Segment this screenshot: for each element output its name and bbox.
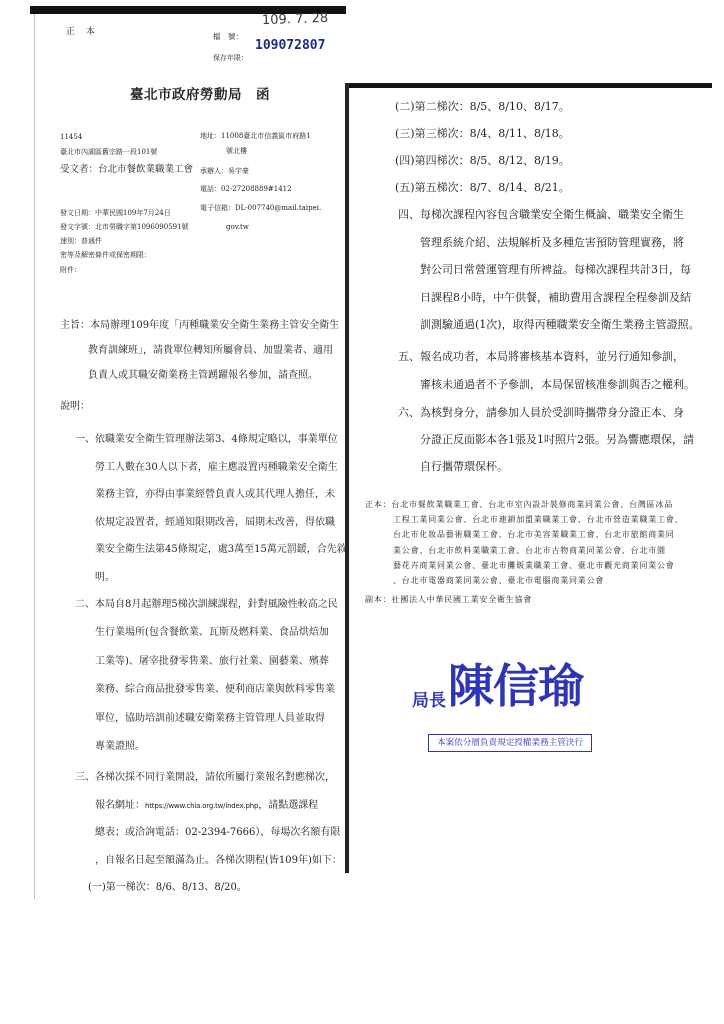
item-line: 自行攜帶環保杯。	[420, 460, 508, 473]
sender-phone: 電話：02-27208889#1412	[200, 185, 292, 193]
seal-name: 陳信瑜	[448, 659, 583, 713]
item-line: ，自報名日起至額滿為止。各梯次期程(皆109年)如下：	[95, 854, 342, 866]
distribution-line: 藝花卉商業同業公會、臺北市攤販業職業工會、臺北市觀光商業同業公會	[393, 560, 675, 570]
sender-address-line: 號北樓	[226, 147, 247, 155]
distribution-line: 工程工業同業公會、台北市連鎖加盟業職業工會、台北市營造業職業工會、	[393, 515, 684, 525]
registration-suffix: ，請點選課程	[258, 799, 319, 811]
item-line: 三、各梯次採不同行業開設，請依所屬行業報名對應梯次，	[75, 772, 335, 783]
scan-edge-left	[34, 14, 35, 899]
subject-line: 負責人或其職安衛業務主管踴躍報名參加，請查照。	[88, 370, 318, 381]
item-line: 二、本局自8月起辦理5梯次訓練課程，針對風險性較高之民	[75, 599, 338, 610]
sender-email-line: 電子信箱：DL-007740@mail.taipei.	[200, 204, 322, 212]
item-line: 業務主管，亦得由事業經營負責人或其代理人擔任，未	[95, 489, 335, 501]
recipient-name: 受文者：台北市餐飲業職業工會	[60, 164, 194, 175]
recipient-zip: 11454	[60, 133, 83, 141]
explanation-item-5	[398, 343, 695, 399]
seal-authorization-note: 本案依分層負責規定授權業務主管決行	[428, 734, 592, 752]
subject-line: 主旨：本局辦理109年度「丙種職業安全衛生業務主管安全衛生	[60, 320, 340, 331]
distribution-line: 、台北市電器商業同業公會、臺北市電腦商業同業公會	[393, 575, 605, 585]
item-line: 依規定設置者，經通知限期改善，屆期未改善，得依職	[95, 516, 335, 528]
sender-address-line: 地址：11008臺北市信義區市府路1	[200, 132, 311, 140]
item-line: 管理系統介紹、法規解析及多種危害預防管理實務，將	[420, 235, 684, 249]
schedule-item: (二)第二梯次：8/5、8/10、8/17。	[395, 100, 570, 113]
received-number-stamp: 109072807	[255, 38, 326, 53]
distribution-line: 正本：台北市餐飲業職業工會、台北市室內設計裝修商業同業公會、台灣區冰品	[365, 500, 673, 509]
item-line: 五、報名成功者，本局將審核基本資料，並另行通知參訓，	[398, 350, 684, 363]
sender-email-line: gov.tw	[226, 223, 249, 231]
item-line: 審核未通過者不予參訓，本局保留核准參訓與否之權利。	[420, 378, 695, 391]
schedule-item: (三)第三梯次：8/4、8/11、8/18。	[395, 127, 570, 140]
registration-prefix: 報名網址：	[95, 799, 145, 811]
explanation-item-3	[75, 764, 342, 902]
schedule-list	[395, 93, 570, 201]
explanation-item-4	[398, 201, 700, 339]
retention-period-label: 保存年限：	[213, 54, 248, 62]
subject-section	[60, 313, 339, 388]
document-title: 臺北市政府勞動局 函	[130, 87, 270, 103]
item-line: 勞工人數在30人以下者，雇主應設置丙種職業安全衛生	[95, 461, 338, 473]
explanation-item-1	[75, 426, 347, 592]
delivery-speed: 速別：普通件	[60, 237, 102, 245]
issue-number: 發文字號：北市勞職字第1096090591號	[60, 223, 189, 231]
item-line: 訓測驗通過(1次)，取得丙種職業安全衛生業務主管證照。	[420, 318, 700, 331]
item-line: 日課程8小時，中午供餐，補助費用含課程全程參訓及結	[420, 290, 691, 304]
recipient-address: 臺北市內湖區舊宗路一段101號	[60, 148, 158, 156]
copy-type-label: 正 本	[66, 27, 99, 37]
item-line: 對公司日常營運管理有所裨益。每梯次課程共計3日，每	[420, 263, 691, 276]
distribution-line: 台北市化妝品藝術職業工會、台北市美容業職業工會、台北市旅館商業同	[393, 530, 675, 540]
schedule-item: (一)第一梯次：8/6、8/13、8/20。	[88, 882, 247, 893]
explanation-item-6	[398, 399, 694, 480]
item-line: 一、依職業安全衛生管理辦法第3、4條規定略以，事業單位	[75, 434, 338, 445]
copy-to-line: 副本：社團法人中華民國工業安全衛生協會	[365, 595, 533, 604]
secrecy-level: 密等及解密條件或保密期限：	[60, 251, 151, 259]
explanation-item-2	[75, 591, 338, 761]
attachments: 附件：	[60, 266, 81, 274]
registration-url: https://www.chia.org.tw/index.php	[145, 801, 259, 810]
item-line: 專業證照。	[95, 740, 145, 752]
subject-line: 教育訓練班」，請貴單位轉知所屬會員、加盟業者、適用	[88, 345, 333, 356]
sender-officer: 承辦人：吳宇豪	[200, 167, 249, 175]
distribution-line: 業公會、台北市飲料業職業工會、台北市古物商業同業公會、台北市園	[393, 545, 666, 555]
item-line: 六、為核對身分，請參加人員於受訓時攜帶身分證正本、身	[398, 406, 684, 419]
item-line: 工業等)、屠宰批發零售業、旅行社業、園藝業、殯葬	[95, 655, 329, 667]
registration-line	[75, 792, 342, 820]
item-line: 生行業場所(包含餐飲業、瓦斯及燃料業、食品烘焙加	[95, 627, 329, 639]
item-line: 業安全衛生法第45條規定，處3萬至15萬元罰鍰，合先敘	[95, 544, 347, 556]
item-line: 明。	[95, 571, 115, 583]
received-date-stamp: 109. 7. 28	[261, 10, 329, 29]
item-line: 分證正反面影本各1張及1吋照片2張。另為響應環保，請	[420, 433, 694, 446]
item-line: 四、每梯次課程內容包含職業安全衛生概論、職業安全衛生	[398, 208, 684, 221]
item-line: 單位，協助培訓前述職安衛業務主管管理人員並取得	[95, 712, 325, 724]
schedule-item: (四)第四梯次：8/5、8/12、8/19。	[395, 154, 570, 167]
distribution-list	[365, 497, 683, 588]
item-line: 總表；或洽詢電話：02-2394-7666），每場次名額有限	[95, 827, 341, 838]
explanation-label: 說明：	[60, 401, 90, 412]
schedule-item: (五)第五梯次：8/7、8/14、8/21。	[395, 181, 570, 194]
scan-edge-top-right	[346, 83, 712, 88]
item-line: 業務、綜合商品批發零售業、便利商店業與飲料零售業	[95, 684, 335, 696]
seal-title: 局長	[412, 691, 446, 711]
issue-date: 發文日期：中華民國109年7月24日	[60, 209, 171, 217]
file-number-label: 檔 號：	[213, 32, 243, 41]
